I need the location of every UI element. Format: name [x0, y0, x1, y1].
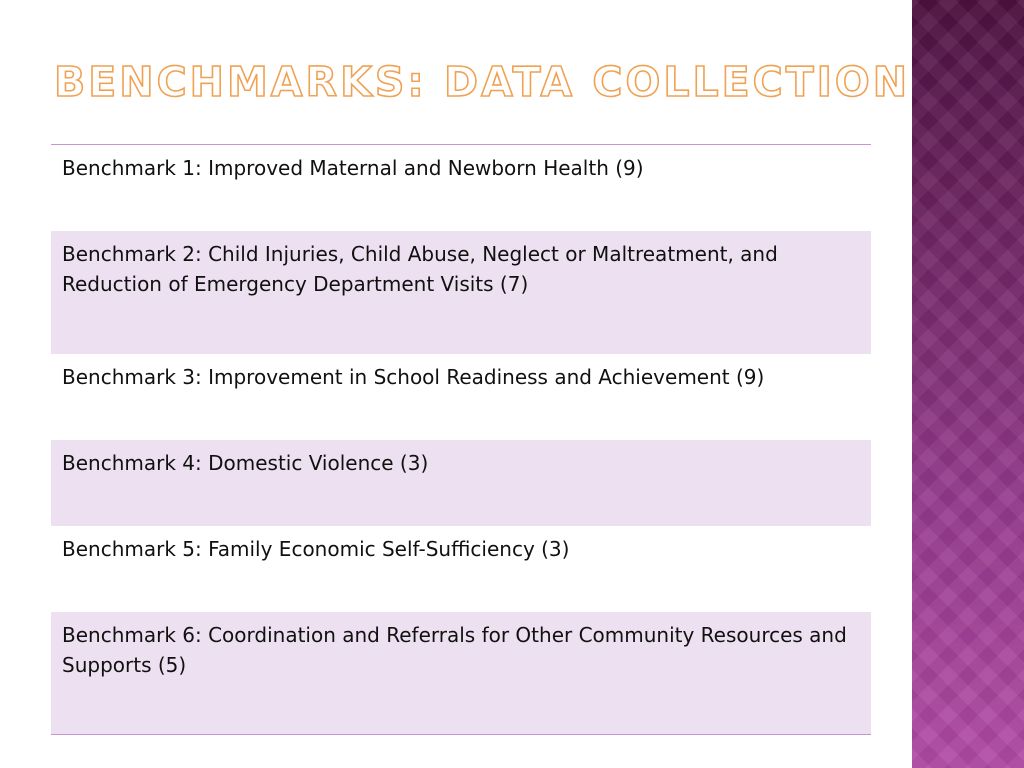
benchmark-row-6: Benchmark 6: Coordination and Referrals for Other Community Resources and Supports (5): [51, 612, 871, 734]
benchmark-row-3: Benchmark 3: Improvement in School Readiness and Achievement (9): [51, 354, 871, 440]
benchmark-row-5: Benchmark 5: Family Economic Self-Sufficiency (3): [51, 526, 871, 612]
decorative-side-panel: [912, 0, 1024, 768]
slide-title: BENCHMARKS: DATA COLLECTION: [54, 58, 911, 106]
benchmark-row-1: Benchmark 1: Improved Maternal and Newborn Health (9): [51, 145, 871, 231]
benchmark-row-4: Benchmark 4: Domestic Violence (3): [51, 440, 871, 526]
benchmark-row-2: Benchmark 2: Child Injuries, Child Abuse, Neglect or Maltreatment, and Reduction of Emergency Department Visits (7): [51, 231, 871, 354]
benchmark-table: [51, 144, 871, 735]
